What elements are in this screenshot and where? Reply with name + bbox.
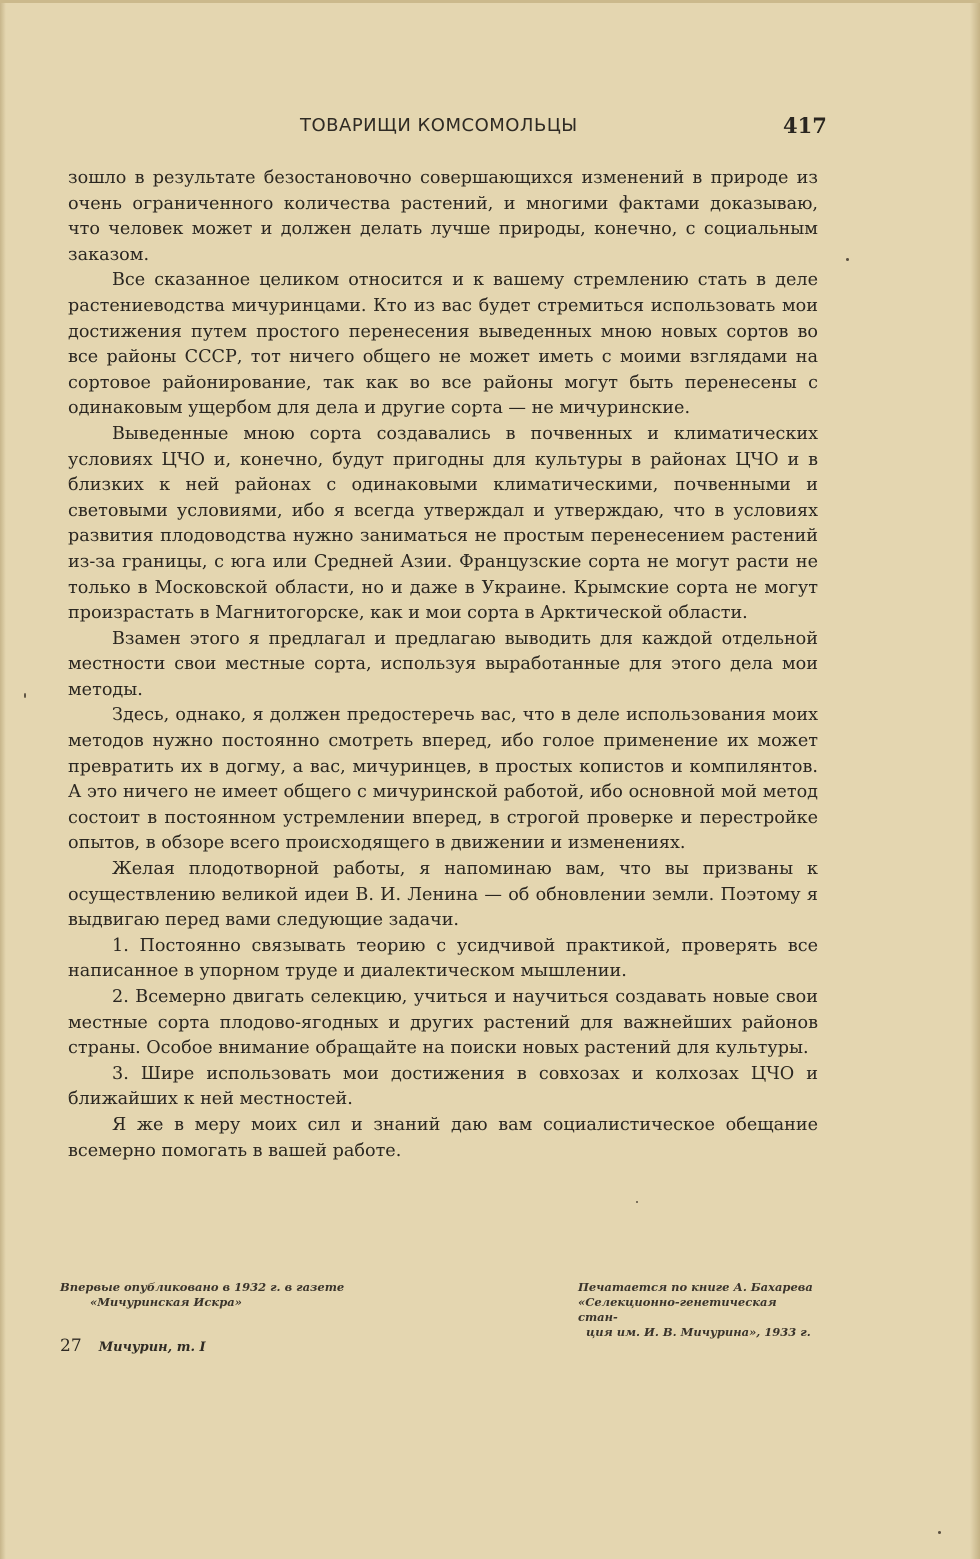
task-item-1: 1. Постоянно связывать теорию с усидчивой практикой, проверять все написанное в упорном труде и диалектическом мышлении.	[68, 935, 818, 982]
signature-number: 27	[60, 1336, 82, 1356]
paragraph: Взамен этого я предлагал и предлагаю выводить для каждой отдельной местности свои местные сорта, используя выработанные для этого дела мои методы.	[68, 628, 818, 700]
paragraph-continuation: зошло в результате безостановочно совершающихся изменений в природе из очень ограниченного количества растений, и многими фактами доказываю, что человек может и должен делать лучше природы, конечно, с социальным заказом.	[68, 168, 818, 265]
running-title: ТОВАРИЩИ КОМСОМОЛЬЦЫ	[300, 115, 578, 136]
source-line3: ция им. И. В. Мичурина», 1933 г.	[586, 1325, 811, 1339]
paragraph: Выведенные мною сорта создавались в почвенных и климатических условиях ЦЧО и, конечно, будут пригодны для культуры в районах ЦЧО и в близких к ней районах с одинаковыми климатическими, почвенными и световыми условиями, ибо я всегда утверждал и утверждаю, что в условиях развития плодоводства нужно заниматься не простым перенесением растений из-за границы, с юга или Средней Азии. Французские сорта не могут расти не только в Московской области, но и даже в Украине. Крымские сорта не могут произрастать в Магнитогорске, как и мои сорта в Арктической области.	[68, 423, 818, 624]
page-number: 417	[783, 113, 827, 138]
source-line1: Печатается по книге А. Бахарева	[578, 1280, 813, 1294]
signature-title: Мичурин, т. I	[98, 1340, 206, 1355]
source-note	[578, 1280, 818, 1340]
printers-signature	[60, 1336, 206, 1356]
paragraph: Желая плодотворной работы, я напоминаю вам, что вы призваны к осуществлению великой идеи В. И. Ленина — об обновлении земли. Поэтому я выдвигаю перед вами следующие задачи.	[68, 859, 818, 931]
paper-speck	[846, 258, 849, 261]
body-text	[68, 166, 818, 1164]
paragraph: Все сказанное целиком относится и к вашему стремлению стать в деле растениеводства мичуринцами. Кто из вас будет стремиться использовать мои достижения путем простого перенесения выведенных мною новых сортов во все районы СССР, тот ничего общего не может иметь с моими взглядами на сортовое районирование, так как во все районы могут быть перенесены с одинаковым ущербом для дела и другие сорта — не мичуринские.	[68, 270, 818, 419]
source-line2: «Селекционно-генетическая стан-	[578, 1295, 777, 1324]
paper-speck	[24, 693, 26, 698]
first-published-line1: Впервые опубликовано в 1932 г. в газете	[60, 1280, 345, 1294]
task-item-2: 2. Всемерно двигать селекцию, учиться и научиться создавать новые свои местные сорта плодово-ягодных и других растений для важнейших районов страны. Особое внимание обращайте на поиски новых растений для культуры.	[68, 987, 818, 1059]
paragraph-closing: Я же в меру моих сил и знаний даю вам социалистическое обещание всемерно помогать в вашей работе.	[68, 1114, 818, 1161]
task-item-3: 3. Шире использовать мои достижения в совхозах и колхозах ЦЧО и ближайших к ней местностей.	[68, 1063, 818, 1110]
paper-speck	[636, 1201, 638, 1203]
first-published-note	[60, 1280, 390, 1310]
paper-speck	[938, 1531, 941, 1534]
first-published-line2: «Мичуринская Искра»	[90, 1295, 242, 1309]
paragraph: Здесь, однако, я должен предостеречь вас, что в деле использования моих методов нужно постоянно смотреть вперед, ибо голое применение их может превратить их в догму, а вас, мичуринцев, в простых копистов и компилянтов. А это ничего не имеет общего с мичуринской работой, ибо основной мой метод состоит в постоянном устремлении вперед, в строгой проверке и перестройке опытов, в обзоре всего происходящего в движении и изменениях.	[68, 705, 818, 854]
